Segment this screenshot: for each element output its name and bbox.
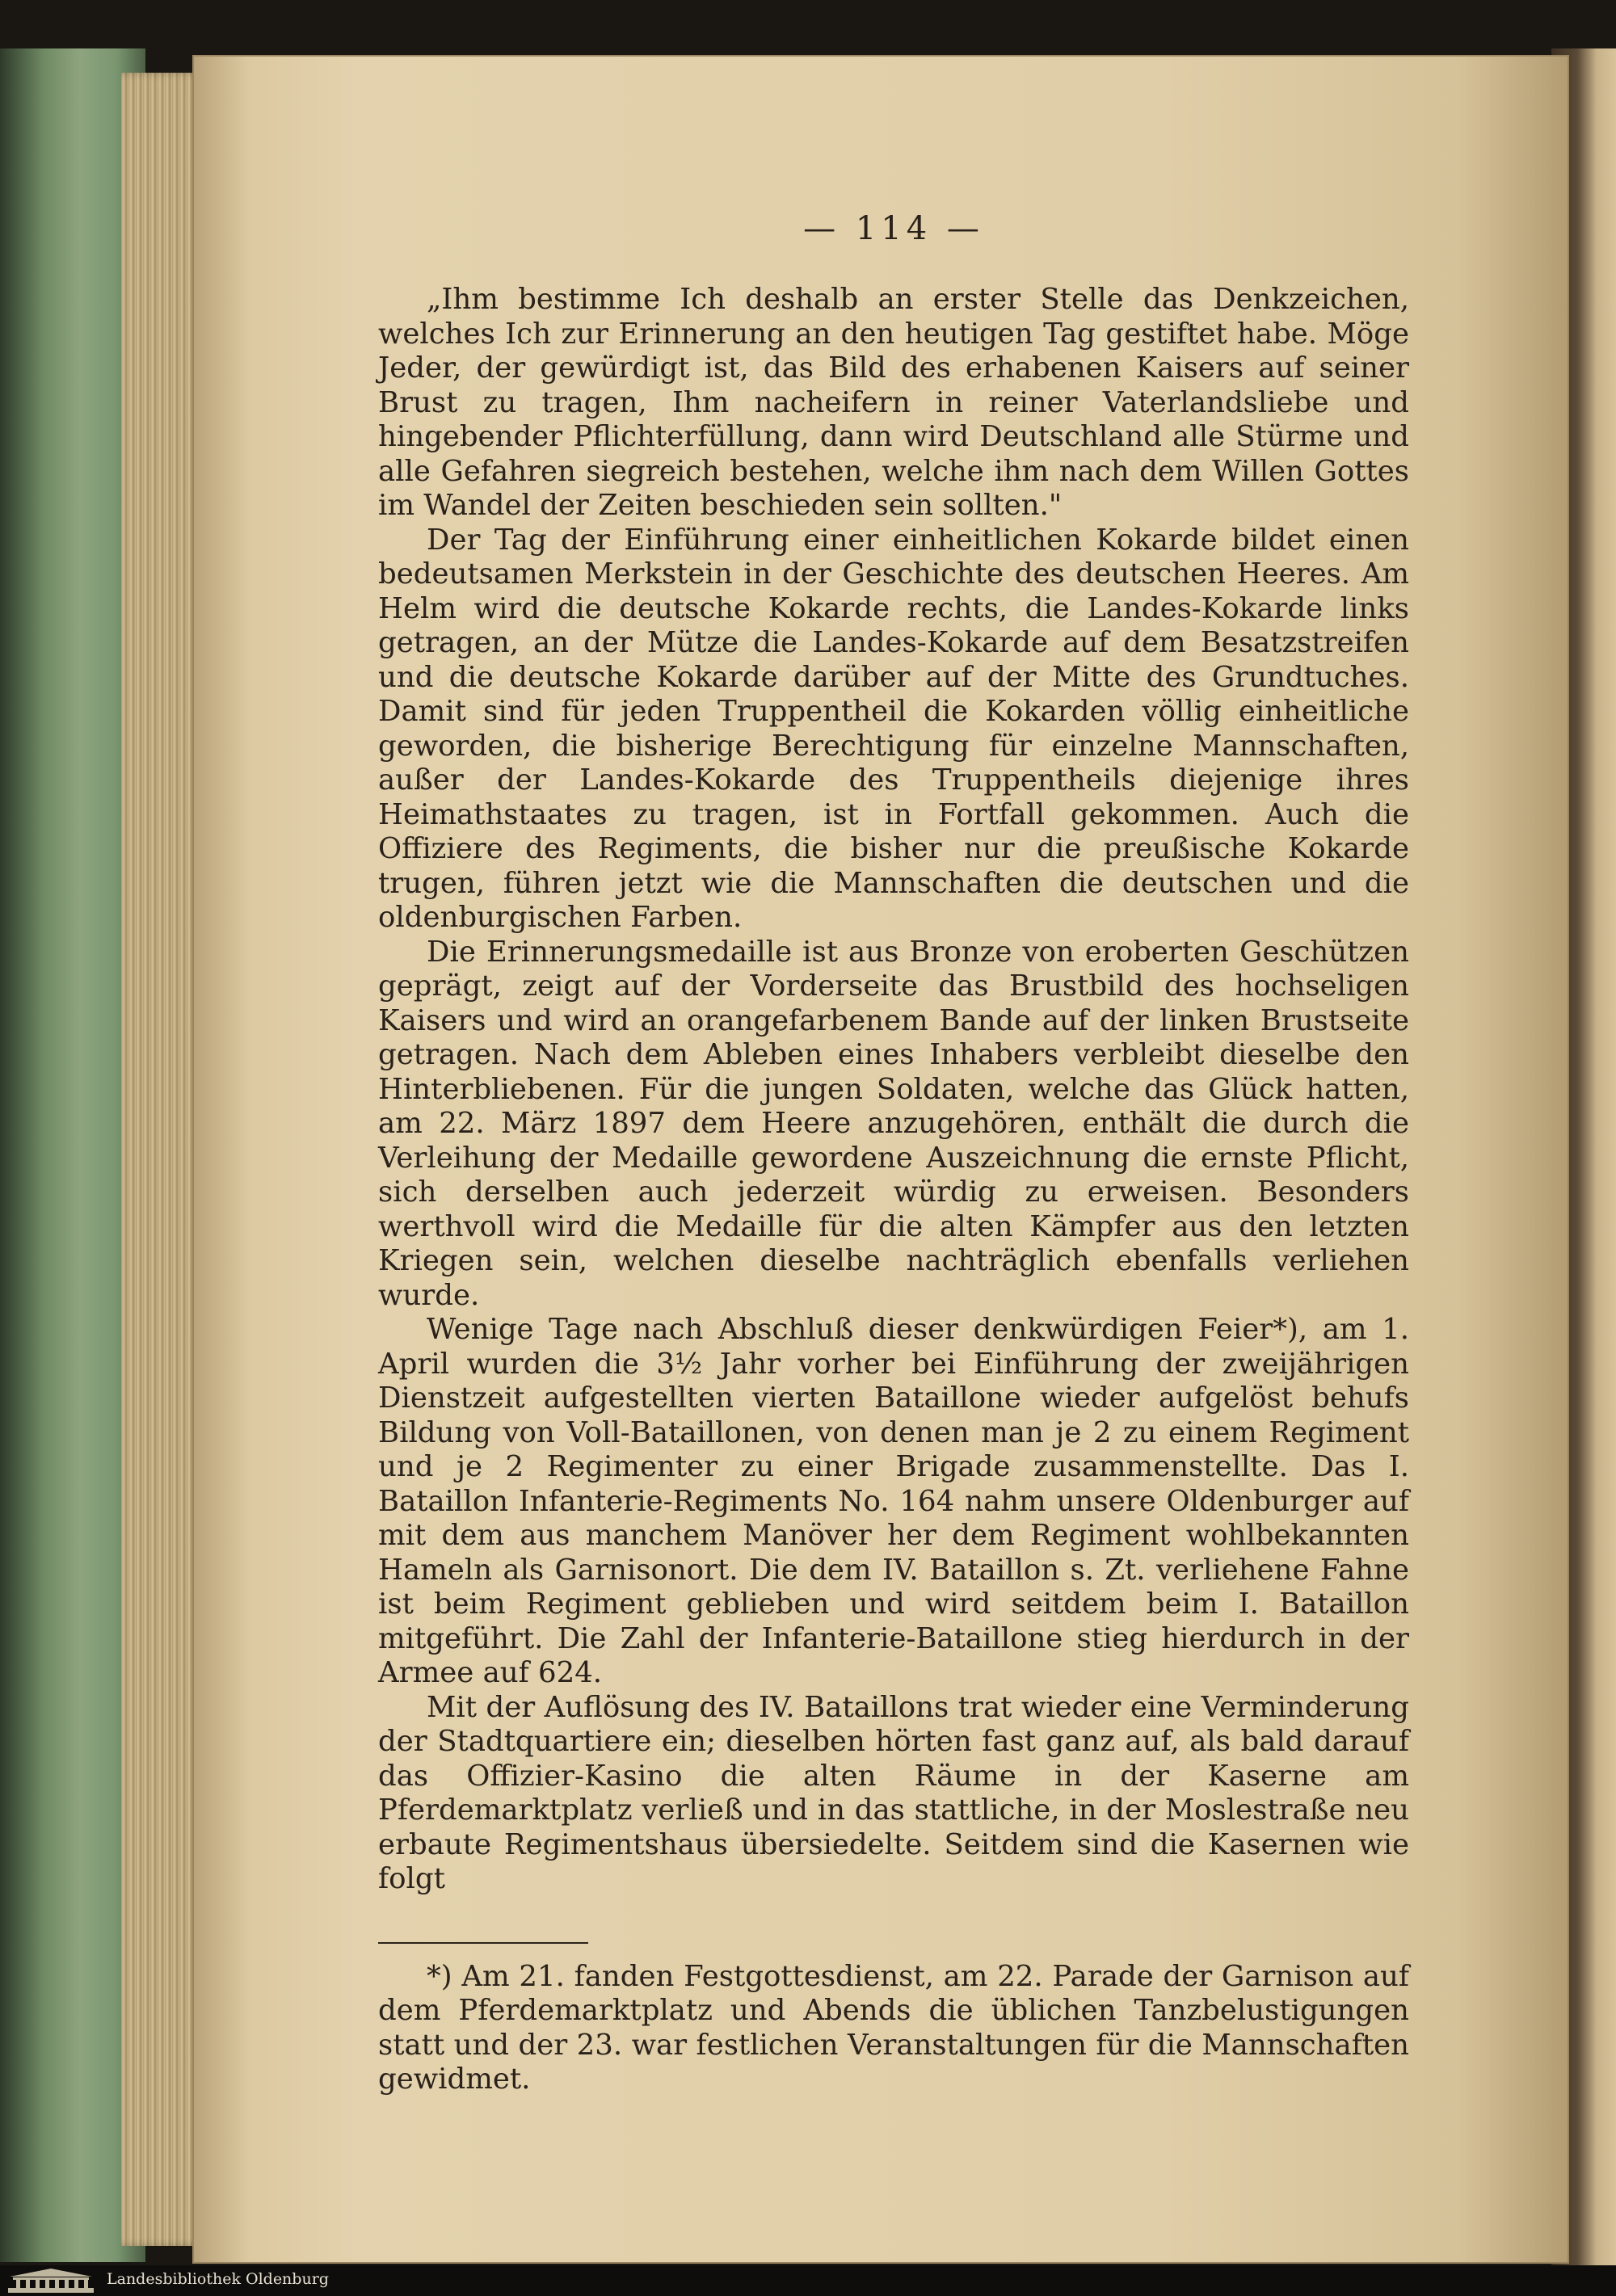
footnote: *) Am 21. fanden Festgottesdienst, am 22. Parade der Garnison auf dem Pferdemarktplatz und Abends die üblichen Tanzbelustigungen statt und der 23. war festlichen Veranstaltungen für die Mannschaften gewidmet. [378,1959,1409,2096]
paragraph-5: Mit der Auflösung des IV. Bataillons trat wieder eine Verminderung der Stadtquartiere ein; dieselben hörten fast ganz auf, als bald darauf das Offizier-Kasino die alten Räume in der Kaserne am Pferdemarktplatz verließ und in das stattliche, in der Moslestraße neu erbaute Regimentshaus übersiedelte. Seitdem sind die Kasernen wie folgt [378,1690,1409,1895]
paragraph-1: „Ihm bestimme Ich deshalb an erster Stelle das Denkzeichen, welches Ich zur Erinnerung an den heutigen Tag gestiftet habe. Möge Jeder, der gewürdigt ist, das Bild des erhabenen Kaisers auf seiner Brust zu tragen, Ihm nacheifern in reiner Vaterlandsliebe und hingebender Pflichterfüllung, dann wird Deutschland alle Stürme und alle Gefahren siegreich bestehen, welche ihm nach dem Willen Gottes im Wandel der Zeiten beschieden sein sollten." [378,283,1409,522]
footnote-divider [378,1942,588,1944]
library-name: Landesbibliothek Oldenburg [107,2270,329,2288]
paragraph-4: Wenige Tage nach Abschluß dieser denkwürdigen Feier*), am 1. April wurden die 3½ Jahr vorher bei Einführung der zweijährigen Dienstzeit aufgestellten vierten Bataillone wieder aufgelöst behufs Bildung von Voll-Bataillonen, von denen man je 2 zu einem Regiment und je 2 Regimenter zu einer Brigade zusammenstellte. Das I. Bataillon Infanterie-Regiments No. 164 nahm unsere Oldenburger auf mit dem aus manchem Manöver her dem Regiment wohlbekannten Hameln als Garnisonort. Die dem IV. Bataillon s. Zt. verliehene Fahne ist beim Regiment geblieben und wird seitdem beim I. Bataillon mitgeführt. Die Zahl der Infanterie-Bataillone stieg hierdurch in der Armee auf 624. [378,1313,1409,1689]
page-number: — 114 — [803,210,984,247]
paragraph-2: Der Tag der Einführung einer einheitlichen Kokarde bildet einen bedeutsamen Merkstein in der Geschichte des deutschen Heeres. Am Helm wird die deutsche Kokarde rechts, die Landes-Kokarde links getragen, an der Mütze die Landes-Kokarde auf dem Besatzstreifen und die deutsche Kokarde darüber auf der Mitte des Grundtuches. Damit sind für jeden Truppentheil die Kokarden völlig einheitliche geworden, die bisherige Berechtigung für einzelne Mannschaften, außer der Landes-Kokarde des Truppentheils diejenige ihres Heimathstaates zu tragen, ist in Fortfall gekommen. Auch die Offiziere des Regiments, die bisher nur die preußische Kokarde trugen, führen jetzt wie die Mannschaften die deutschen und die oldenburgischen Farben. [378,523,1409,934]
library-building-icon [6,2267,95,2294]
paragraph-3: Die Erinnerungsmedaille ist aus Bronze von eroberten Geschützen geprägt, zeigt auf der Vorderseite das Brustbild des hochseligen Kaisers und wird an orangefarbenem Bande auf der linken Brustseite getragen. Nach dem Ableben eines Inhabers verbleibt dieselbe den Hinterbliebenen. Für die jungen Soldaten, welche das Glück hatten, am 22. März 1897 dem Heere anzugehören, enthält die durch die Verleihung der Medaille gewordene Auszeichnung die ernste Pflicht, sich derselben auch jederzeit würdig zu erweisen. Besonders werthvoll wird die Medaille für die alten Kämpfer aus den letzten Kriegen sein, welchen dieselbe nachträglich ebenfalls verliehen wurde. [378,935,1409,1312]
page-text-block [378,186,1409,2097]
